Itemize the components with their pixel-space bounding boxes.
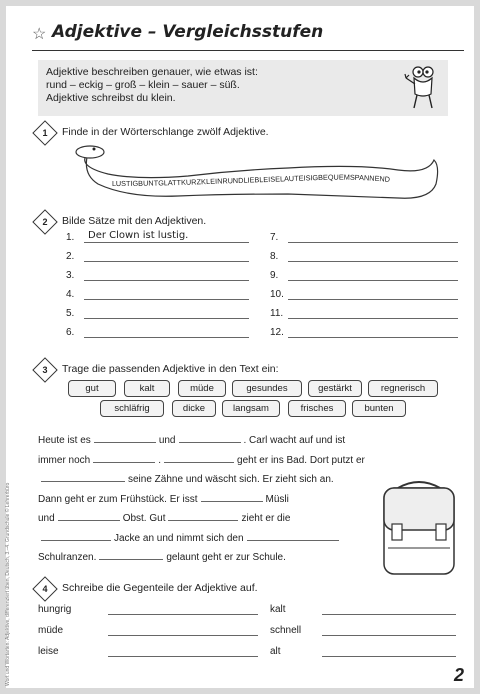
word-chip: müde (178, 380, 226, 397)
side-credit: Wort und Wortarten: Adjektive, differenziert üben, Deutsch, 3.–4. Grundschule © Lehrerbüro (5, 482, 11, 686)
sentence-row (270, 249, 458, 262)
intro-line-2: rund – eckig – groß – klein – sauer – süß. (46, 79, 240, 91)
fill-blank[interactable] (201, 491, 263, 502)
opposite-word: hungrig (38, 604, 72, 615)
task-4-number: 4 (32, 576, 57, 601)
sentence-row (270, 325, 458, 338)
sentence-line[interactable] (288, 325, 458, 338)
snake-letters: LUSTIGBUNTGLATTKURZKLEINRUNDLIEBLEISELAUTEISIGBEQUEMSPANNEND (111, 172, 391, 189)
word-snake (68, 138, 448, 208)
text-fragment: und (38, 513, 55, 524)
page-title: Adjektive – Vergleichsstufen (52, 22, 324, 42)
opposite-line[interactable] (108, 602, 258, 615)
fill-blank[interactable] (168, 510, 238, 521)
task-1-number: 1 (32, 120, 57, 145)
task-1-instruction: Finde in der Wörterschlange zwölf Adjektive. (62, 126, 269, 138)
sentence-number: 6. (66, 327, 75, 338)
text-line (38, 510, 290, 524)
sentence-row (66, 249, 249, 262)
sentence-line[interactable] (288, 306, 458, 319)
word-chip: langsam (222, 400, 280, 417)
opposite-row-right (270, 644, 456, 657)
text-fragment: . Carl wacht auf und ist (243, 435, 346, 446)
text-line (38, 491, 289, 505)
text-fragment: Müsli (265, 493, 289, 505)
fill-blank[interactable] (179, 432, 241, 443)
opposite-line[interactable] (322, 623, 456, 636)
fill-blank[interactable] (93, 452, 155, 463)
fill-blank[interactable] (164, 452, 234, 463)
worksheet-page (6, 6, 474, 688)
text-line (38, 432, 345, 446)
sentence-line[interactable] (84, 268, 249, 281)
task-2-instruction: Bilde Sätze mit den Adjektiven. (62, 215, 207, 227)
frog-icon (404, 64, 438, 110)
sentence-row (66, 306, 249, 319)
sentence-number: 2. (66, 251, 75, 262)
word-chip: schläfrig (100, 400, 164, 417)
sentence-number: 8. (270, 251, 279, 262)
sentence-number: 5. (66, 308, 75, 319)
sentence-number: 11. (270, 308, 284, 319)
opposite-row-right (270, 602, 456, 615)
text-line (38, 471, 334, 485)
opposite-line[interactable] (322, 644, 456, 657)
task-3-number: 3 (32, 357, 57, 382)
word-chip: gestärkt (308, 380, 362, 397)
word-chip: regnerisch (368, 380, 438, 397)
backpack-icon (376, 478, 462, 578)
intro-line-3: Adjektive schreibst du klein. (46, 92, 176, 104)
sentence-row (270, 287, 458, 300)
opposite-row-left (38, 602, 258, 615)
fill-blank[interactable] (247, 530, 339, 541)
sentence-line[interactable] (84, 306, 249, 319)
text-line (38, 530, 342, 544)
sentence-number: 12. (270, 327, 284, 338)
sentence-line[interactable] (288, 230, 458, 243)
star-icon: ☆ (32, 26, 47, 43)
opposite-word: müde (38, 625, 64, 636)
opposite-line[interactable] (108, 623, 258, 636)
task-4-instruction: Schreibe die Gegenteile der Adjektive auf. (62, 582, 258, 594)
sentence-number: 9. (270, 270, 279, 281)
text-fragment: Jacke an und nimmt sich den (114, 532, 244, 544)
opposite-line[interactable] (322, 602, 456, 615)
sentence-line[interactable] (288, 287, 458, 300)
sentence-number: 1. (66, 232, 75, 243)
task-2-number: 2 (32, 209, 57, 234)
sentence-line[interactable] (84, 325, 249, 338)
sentence-line[interactable] (84, 287, 249, 300)
sentence-line[interactable] (84, 230, 249, 243)
sentence-row (66, 230, 249, 243)
page-number: 2 (453, 665, 464, 685)
text-fragment: Dann geht er zum Frühstück. Er isst (38, 493, 198, 505)
word-chip: gut (68, 380, 116, 397)
fill-blank[interactable] (41, 471, 125, 482)
opposite-word: alt (270, 646, 281, 657)
fill-blank[interactable] (99, 549, 163, 560)
text-fragment: . (158, 454, 162, 466)
text-fragment: zieht er die (241, 513, 291, 524)
sentence-number: 10. (270, 289, 284, 300)
sentence-line[interactable] (288, 268, 458, 281)
opposite-line[interactable] (108, 644, 258, 657)
text-line (38, 452, 365, 466)
text-fragment: und (158, 435, 176, 446)
opposite-word: schnell (270, 625, 302, 636)
word-chip: dicke (172, 400, 216, 417)
text-fragment: seine Zähne und wäscht sich. Er zieht sich an. (128, 474, 334, 485)
sentence-row (270, 230, 458, 243)
text-fragment: Heute ist es (38, 435, 91, 446)
opposite-word: leise (38, 646, 59, 657)
text-fragment: immer noch (38, 454, 91, 466)
sentence-row (66, 287, 249, 300)
opposite-row-left (38, 644, 258, 657)
sentence-row (270, 306, 458, 319)
text-fragment: geht er ins Bad. Dort putzt er (237, 454, 365, 466)
word-chip: frisches (288, 400, 346, 417)
sentence-number: 4. (66, 289, 75, 300)
sentence-line[interactable] (288, 249, 458, 262)
opposite-word: kalt (270, 604, 286, 615)
word-chip: kalt (124, 380, 170, 397)
sentence-row (66, 325, 249, 338)
fill-blank[interactable] (41, 530, 111, 541)
text-fragment: Obst. Gut (122, 513, 166, 524)
text-fragment: Schulranzen. (38, 552, 97, 563)
opposite-row-right (270, 623, 456, 636)
sentence-number: 3. (66, 270, 75, 281)
intro-box (38, 60, 448, 116)
fill-blank[interactable] (58, 510, 120, 521)
text-fragment: gelaunt geht er zur Schule. (166, 552, 286, 563)
sentence-line[interactable] (84, 249, 249, 262)
word-chip: gesundes (232, 380, 302, 397)
intro-line-1: Adjektive beschreiben genauer, wie etwas ist: (46, 66, 258, 78)
word-chip: bunten (352, 400, 406, 417)
text-line (38, 549, 286, 563)
opposite-row-left (38, 623, 258, 636)
title-bar (32, 22, 464, 51)
task-3-instruction: Trage die passenden Adjektive in den Text ein: (62, 363, 279, 375)
fill-blank[interactable] (94, 432, 156, 443)
sentence-number: 7. (270, 232, 279, 243)
example-sentence: Der Clown ist lustig. (88, 230, 189, 241)
sentence-row (66, 268, 249, 281)
sentence-row (270, 268, 458, 281)
